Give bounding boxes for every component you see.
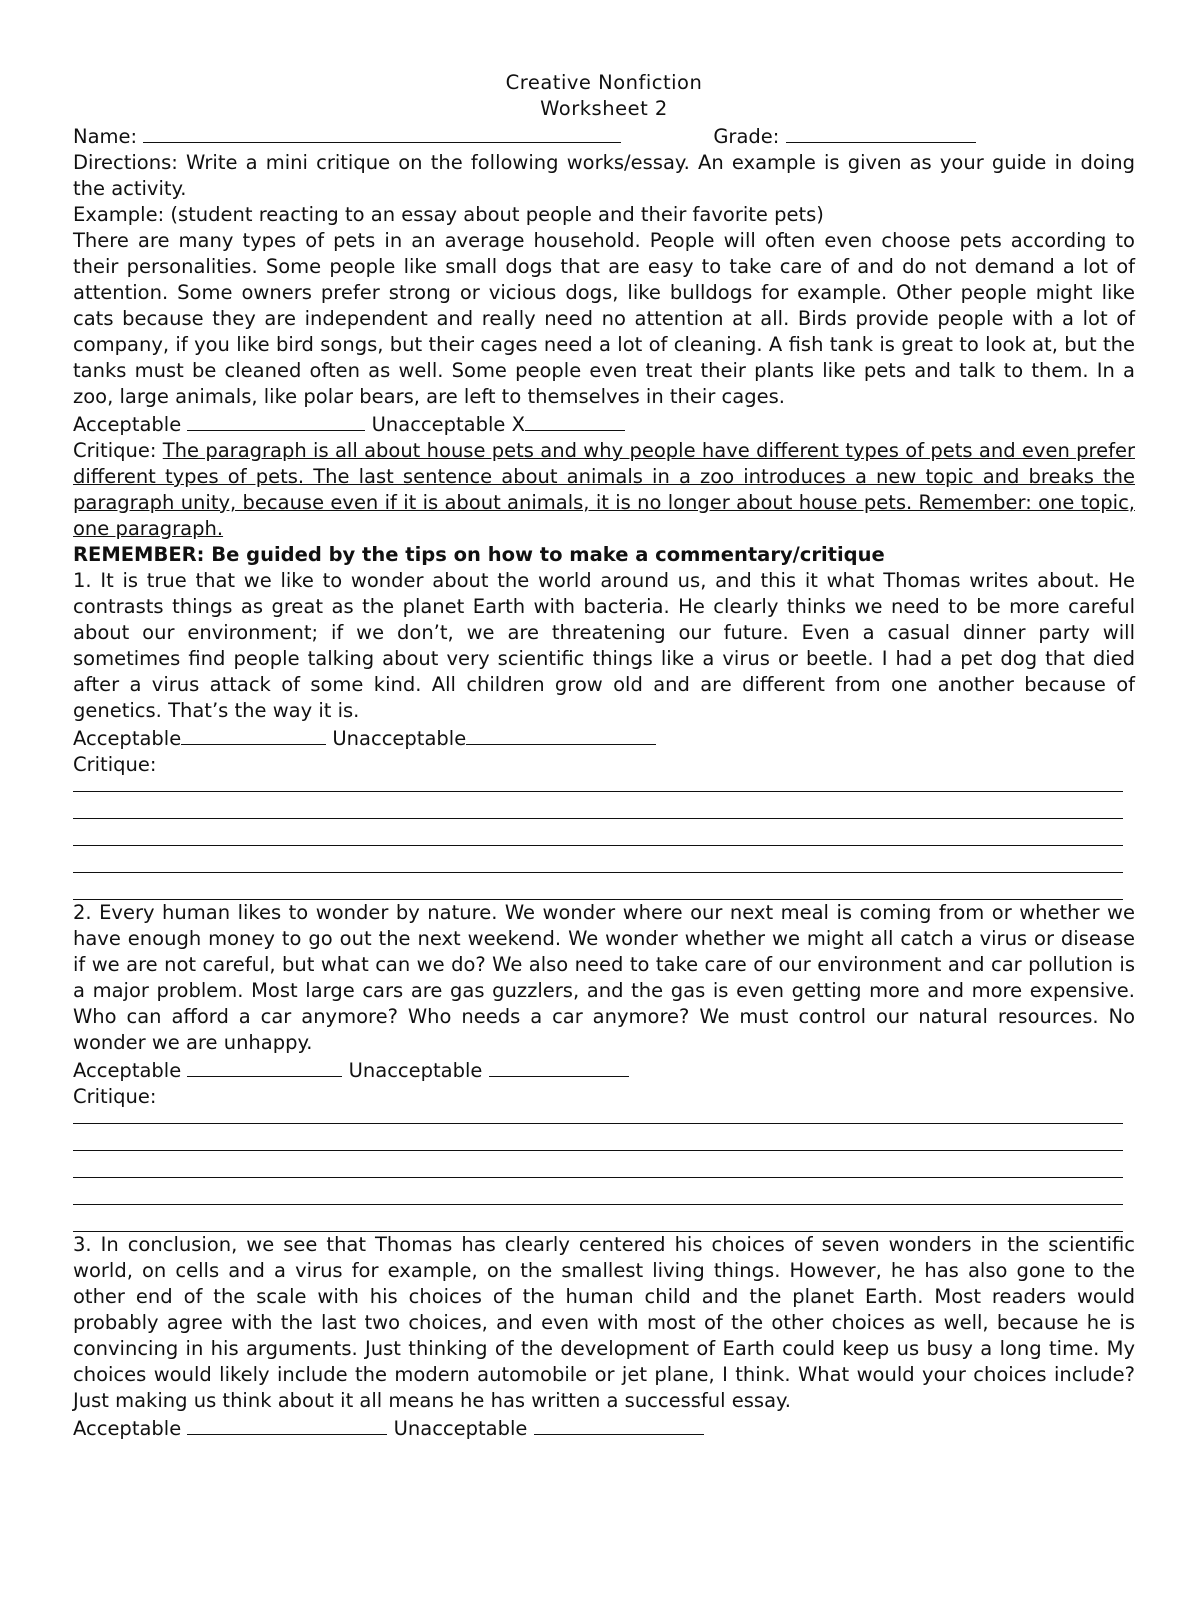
item-2-critique-line[interactable] [73,1205,1123,1232]
item-1-acceptable-blank[interactable] [181,724,326,745]
item-1-critique-line[interactable] [73,846,1123,873]
worksheet-subtitle: Worksheet 2 [540,97,668,120]
example-acceptable-label: Acceptable [73,413,182,436]
item-3-text: 3. In conclusion, we see that Thomas has clearly centered his choices of seven wonders in the scientific world, on cells and a virus for example, on the smallest living things. However, he has also gone to the other end of the scale with his choices of the human child and the planet Earth. Most readers would probably agree with the last two choices, and even with most of the other choices as well, because he is convincing in his arguments. Just thinking of the development of Earth could keep us busy a long time. My choices would likely include the modern automobile or jet plane, I think. What would your choices include? Just making us think about it all means he has written a successful essay. [73,1233,1135,1412]
item-3-unacceptable-label: Unacceptable [393,1417,528,1440]
example-passage: There are many types of pets in an average household. People will often even choose pets according to their personalities. Some people like small dogs that are easy to take care of and do not demand a lot of attention. Some owners prefer strong or vicious dogs, like bulldogs for example. Other people might like cats because they are independent and really need no attention at all. Birds provide people with a lot of company, if you like bird songs, but their cages need a lot of cleaning. A fish tank is great to look at, but the tanks must be cleaned often as well. Some people even treat their plants like pets and talk to them. In a zoo, large animals, like polar bears, are left to themselves in their cages. [73,229,1135,408]
item-2-acceptable-label: Acceptable [73,1059,182,1082]
example-acceptable-blank[interactable] [187,410,365,431]
directions: Directions: Write a mini critique on the following works/essay. An example is given as your guide in doing the activity. [73,151,1135,200]
item-2-critique-label: Critique: [73,1085,157,1108]
item-1-critique-line[interactable] [73,873,1123,900]
item-3-acceptable-label: Acceptable [73,1417,182,1440]
grade-label: Grade: [713,125,780,148]
example-rating-row [73,410,1135,438]
item-3-rating-row [73,1414,1135,1442]
name-blank[interactable] [143,122,621,143]
item-2-unacceptable-blank[interactable] [489,1056,629,1077]
item-3-unacceptable-blank[interactable] [534,1414,704,1435]
item-2-critique-line[interactable] [73,1151,1123,1178]
example-critique [73,438,1135,542]
item-2-acceptable-blank[interactable] [187,1056,342,1077]
item-1-critique-label: Critique: [73,753,157,776]
item-3-acceptable-blank[interactable] [187,1414,387,1435]
item-2-critique-line[interactable] [73,1178,1123,1205]
worksheet-title: Creative Nonfiction [505,71,703,94]
item-2-text: 2. Every human likes to wonder by nature. We wonder where our next meal is coming from or whether we have enough money to go out the next weekend. We wonder whether we might all catch a virus or disease if we are not careful, but what can we do? We also need to take care of our environment and car pollution is a major problem. Most large cars are gas guzzlers, and the gas is even getting more and more expensive. Who can afford a car anymore? Who needs a car anymore? We must control our natural resources. No wonder we are unhappy. [73,901,1135,1054]
example-unacceptable-blank[interactable] [525,410,625,431]
example-label: Example: (student reacting to an essay about people and their favorite pets) [73,203,824,226]
example-critique-text: The paragraph is all about house pets and why people have different types of pets and even prefer different types of pets. The last sentence about animals in a zoo introduces a new topic and breaks the paragraph unity, because even if it is about animals, it is no longer about house pets. Remember: one topic, one paragraph. [73,439,1135,540]
name-label: Name: [73,125,138,148]
item-1-critique-line[interactable] [73,778,1123,792]
item-1-rating-row [73,724,1135,752]
item-1-acceptable-label: Acceptable [73,727,182,750]
worksheet-page [73,70,1135,1442]
item-2-unacceptable-label: Unacceptable [348,1059,483,1082]
item-1-unacceptable-label: Unacceptable [332,727,467,750]
name-grade-row [73,122,1135,150]
reminder: REMEMBER: Be guided by the tips on how to make a commentary/critique [73,543,885,566]
grade-blank[interactable] [786,122,976,143]
item-1-critique-line[interactable] [73,792,1123,819]
item-1-text: 1. It is true that we like to wonder about the world around us, and this it what Thomas writes about. He contrasts things as great as the planet Earth with bacteria. He clearly thinks we need to be more careful about our environment; if we don’t, we are threatening our future. Even a casual dinner party will sometimes find people talking about very scientific things like a virus or beetle. I had a pet dog that died after a virus attack of some kind. All children grow old and are different from one another because of genetics. That’s the way it is. [73,569,1135,722]
item-2-critique-line[interactable] [73,1124,1123,1151]
item-1-critique-line[interactable] [73,819,1123,846]
item-2-rating-row [73,1056,1135,1084]
item-2-critique-line[interactable] [73,1110,1123,1124]
example-critique-label: Critique: [73,439,157,462]
item-1-unacceptable-blank[interactable] [466,724,656,745]
example-unacceptable-label: Unacceptable X [371,413,525,436]
